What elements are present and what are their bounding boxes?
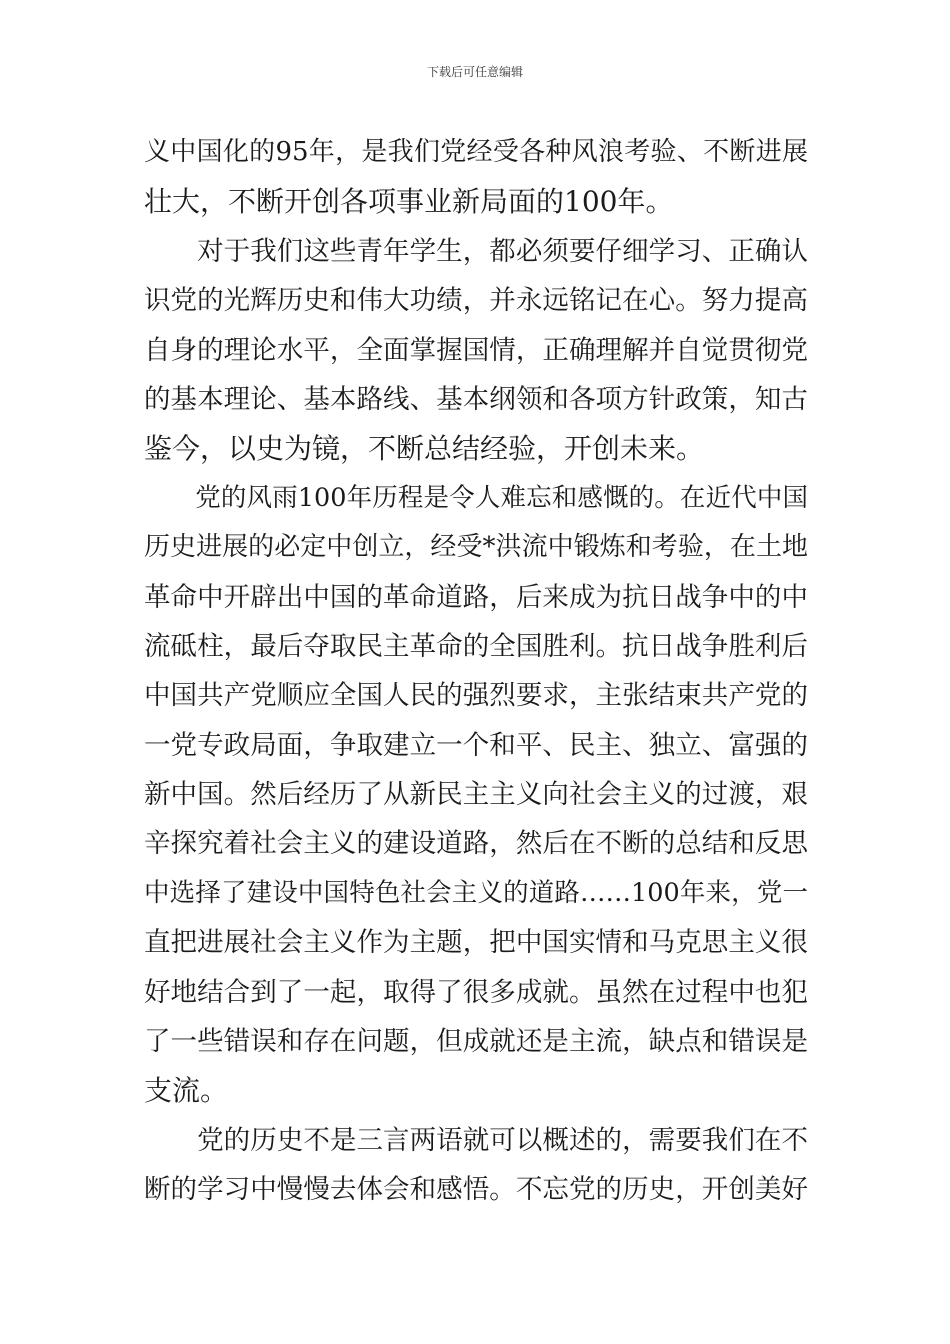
page-header: 下载后可任意编辑 (426, 65, 523, 79)
text-line: 好地结合到了一起，取得了很多成就。虽然在过程中也犯 (144, 976, 808, 1008)
text-line: 自身的理论水平，全面掌握国情，正确理解并自觉贯彻党 (144, 334, 808, 366)
body-text (144, 128, 808, 1215)
text-line: 壮大，不断开创各项事业新局面的100年。 (144, 185, 674, 219)
text-line: 党的风雨100年历程是令人难忘和感慨的。在近代中国 (144, 482, 808, 513)
text-line: 断的学习中慢慢去体会和感悟。不忘党的历史，开创美好 (144, 1174, 808, 1206)
text-line: 革命中开辟出中国的革命道路，后来成为抗日战争中的中 (144, 581, 808, 613)
text-line: 中选择了建设中国特色社会主义的道路……100年来，党一 (144, 877, 808, 908)
text-line: 识党的光辉历史和伟大功绩，并永远铭记在心。努力提高 (144, 285, 808, 317)
text-line: 鉴今，以史为镜，不断总结经验，开创未来。 (144, 432, 705, 466)
text-line: 直把进展社会主义作为主题，把中国实情和马克思主义很 (144, 927, 808, 959)
text-line: 历史进展的必定中创立，经受*洪流中锻炼和考验，在土地 (144, 532, 808, 563)
text-line: 新中国。然后经历了从新民主主义向社会主义的过渡，艰 (144, 779, 808, 811)
text-line: 辛探究着社会主义的建设道路，然后在不断的总结和反思 (144, 828, 808, 860)
text-line: 义中国化的95年，是我们党经受各种风浪考验、不断进展 (144, 137, 808, 167)
text-line: 流砥柱，最后夺取民主革命的全国胜利。抗日战争胜利后 (144, 630, 808, 662)
text-line: 支流。 (144, 1074, 229, 1108)
text-line: 的基本理论、基本路线、基本纲领和各项方针政策，知古 (144, 383, 808, 415)
text-line: 了一些错误和存在问题，但成就还是主流，缺点和错误是 (144, 1026, 808, 1058)
text-line: 中国共产党顺应全国人民的强烈要求，主张结束共产党的 (144, 680, 808, 712)
text-line: 党的历史不是三言两语就可以概述的，需要我们在不 (144, 1124, 808, 1156)
text-line: 对于我们这些青年学生，都必须要仔细学习、正确认 (144, 235, 808, 267)
text-line: 一党专政局面，争取建立一个和平、民主、独立、富强的 (144, 729, 808, 761)
